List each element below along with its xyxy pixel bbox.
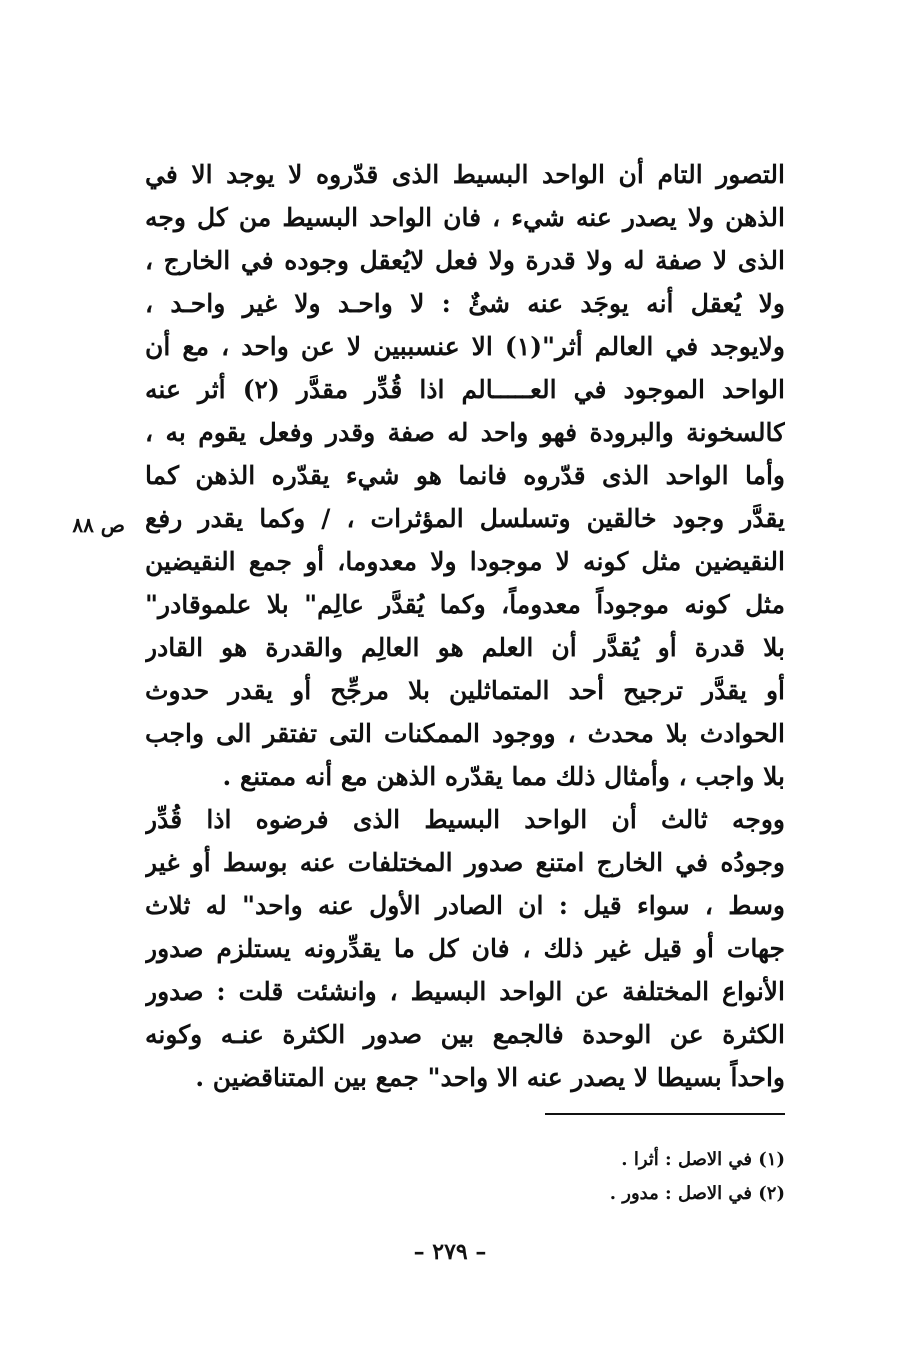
text-line: وجودُه في الخارج امتنع صدور المختلفات عنه بوسط أو غير [145, 848, 785, 877]
text-line: الحوادث بلا محدث ، ووجود الممكنات التى تفتقر الى واجب [145, 719, 785, 748]
footnote-2: (٢) في الاصل : مدور . [609, 1183, 785, 1204]
footnote-1: (١) في الاصل : أثرا . [621, 1149, 785, 1170]
text-line: كالسخونة والبرودة فهو واحد له صفة وقدر وفعل يقوم به ، [145, 418, 785, 447]
text-line: مثل كونه موجوداً معدوماً، وكما يُقدَّر عالِم" بلا علموقادر" [145, 590, 785, 619]
text-line: أو يقدَّر ترجيح أحد المتماثلين بلا مرجِّح أو يقدر حدوث [145, 676, 785, 705]
text-line: الأنواع المختلفة عن الواحد البسيط ، وانشئت قلت : صدور [145, 977, 785, 1006]
text-line: الذهن ولا يصدر عنه شيء ، فان الواحد البسيط من كل وجه [145, 203, 785, 232]
footnotes [470, 1143, 785, 1211]
text-line: التصور التام أن الواحد البسيط الذى قدّروه لا يوجد الا في [145, 160, 785, 189]
margin-page-reference: ص ٨٨ [72, 513, 125, 537]
text-line: ولايوجد في العالم أثر"(١) الا عنسببين لا عن واحد ، مع أن [145, 332, 785, 361]
text-line: يقدَّر وجود خالقين وتسلسل المؤثرات ، / وكما يقدر رفع [145, 504, 785, 533]
text-line: جهات أو قيل غير ذلك ، فان كل ما يقدِّرونه يستلزم صدور [145, 934, 785, 963]
main-paragraph-2 [145, 798, 785, 1099]
footnote-separator [545, 1113, 785, 1115]
main-paragraph-1 [145, 153, 785, 798]
text-line: الذى لا صفة له ولا قدرة ولا فعل لايُعقل وجوده في الخارج ، [145, 246, 785, 275]
page-number: – ٢٧٩ – [413, 1239, 487, 1265]
text-line: بلا واجب ، وأمثال ذلك مما يقدّره الذهن مع أنه ممتنع . [222, 762, 785, 791]
text-line: النقيضين مثل كونه لا موجودا ولا معدوما، أو جمع النقيضين [145, 547, 785, 576]
text-line: وسط ، سواء قيل : ان الصادر الأول عنه واحد" له ثلاث [145, 891, 785, 920]
text-line: ووجه ثالث أن الواحد البسيط الذى فرضوه اذا قُدِّر [145, 805, 785, 834]
text-line: وأما الواحد الذى قدّروه فانما هو شيء يقدّره الذهن كما [145, 461, 785, 490]
text-line: بلا قدرة أو يُقدَّر أن العلم هو العالِم والقدرة هو القادر [145, 633, 785, 662]
text-line: واحداً بسيطا لا يصدر عنه الا واحد" جمع بين المتناقضين . [195, 1063, 785, 1092]
text-line: ولا يُعقل أنه يوجَد عنه شئٌ : لا واحـد ولا غير واحـد ، [145, 289, 785, 318]
text-line: الكثرة عن الوحدة فالجمع بين صدور الكثرة عنـه وكونه [145, 1020, 785, 1049]
text-line: الواحد الموجود في العـــــالم اذا قُدِّر مقدَّر (٢) أثر عنه [145, 375, 785, 404]
